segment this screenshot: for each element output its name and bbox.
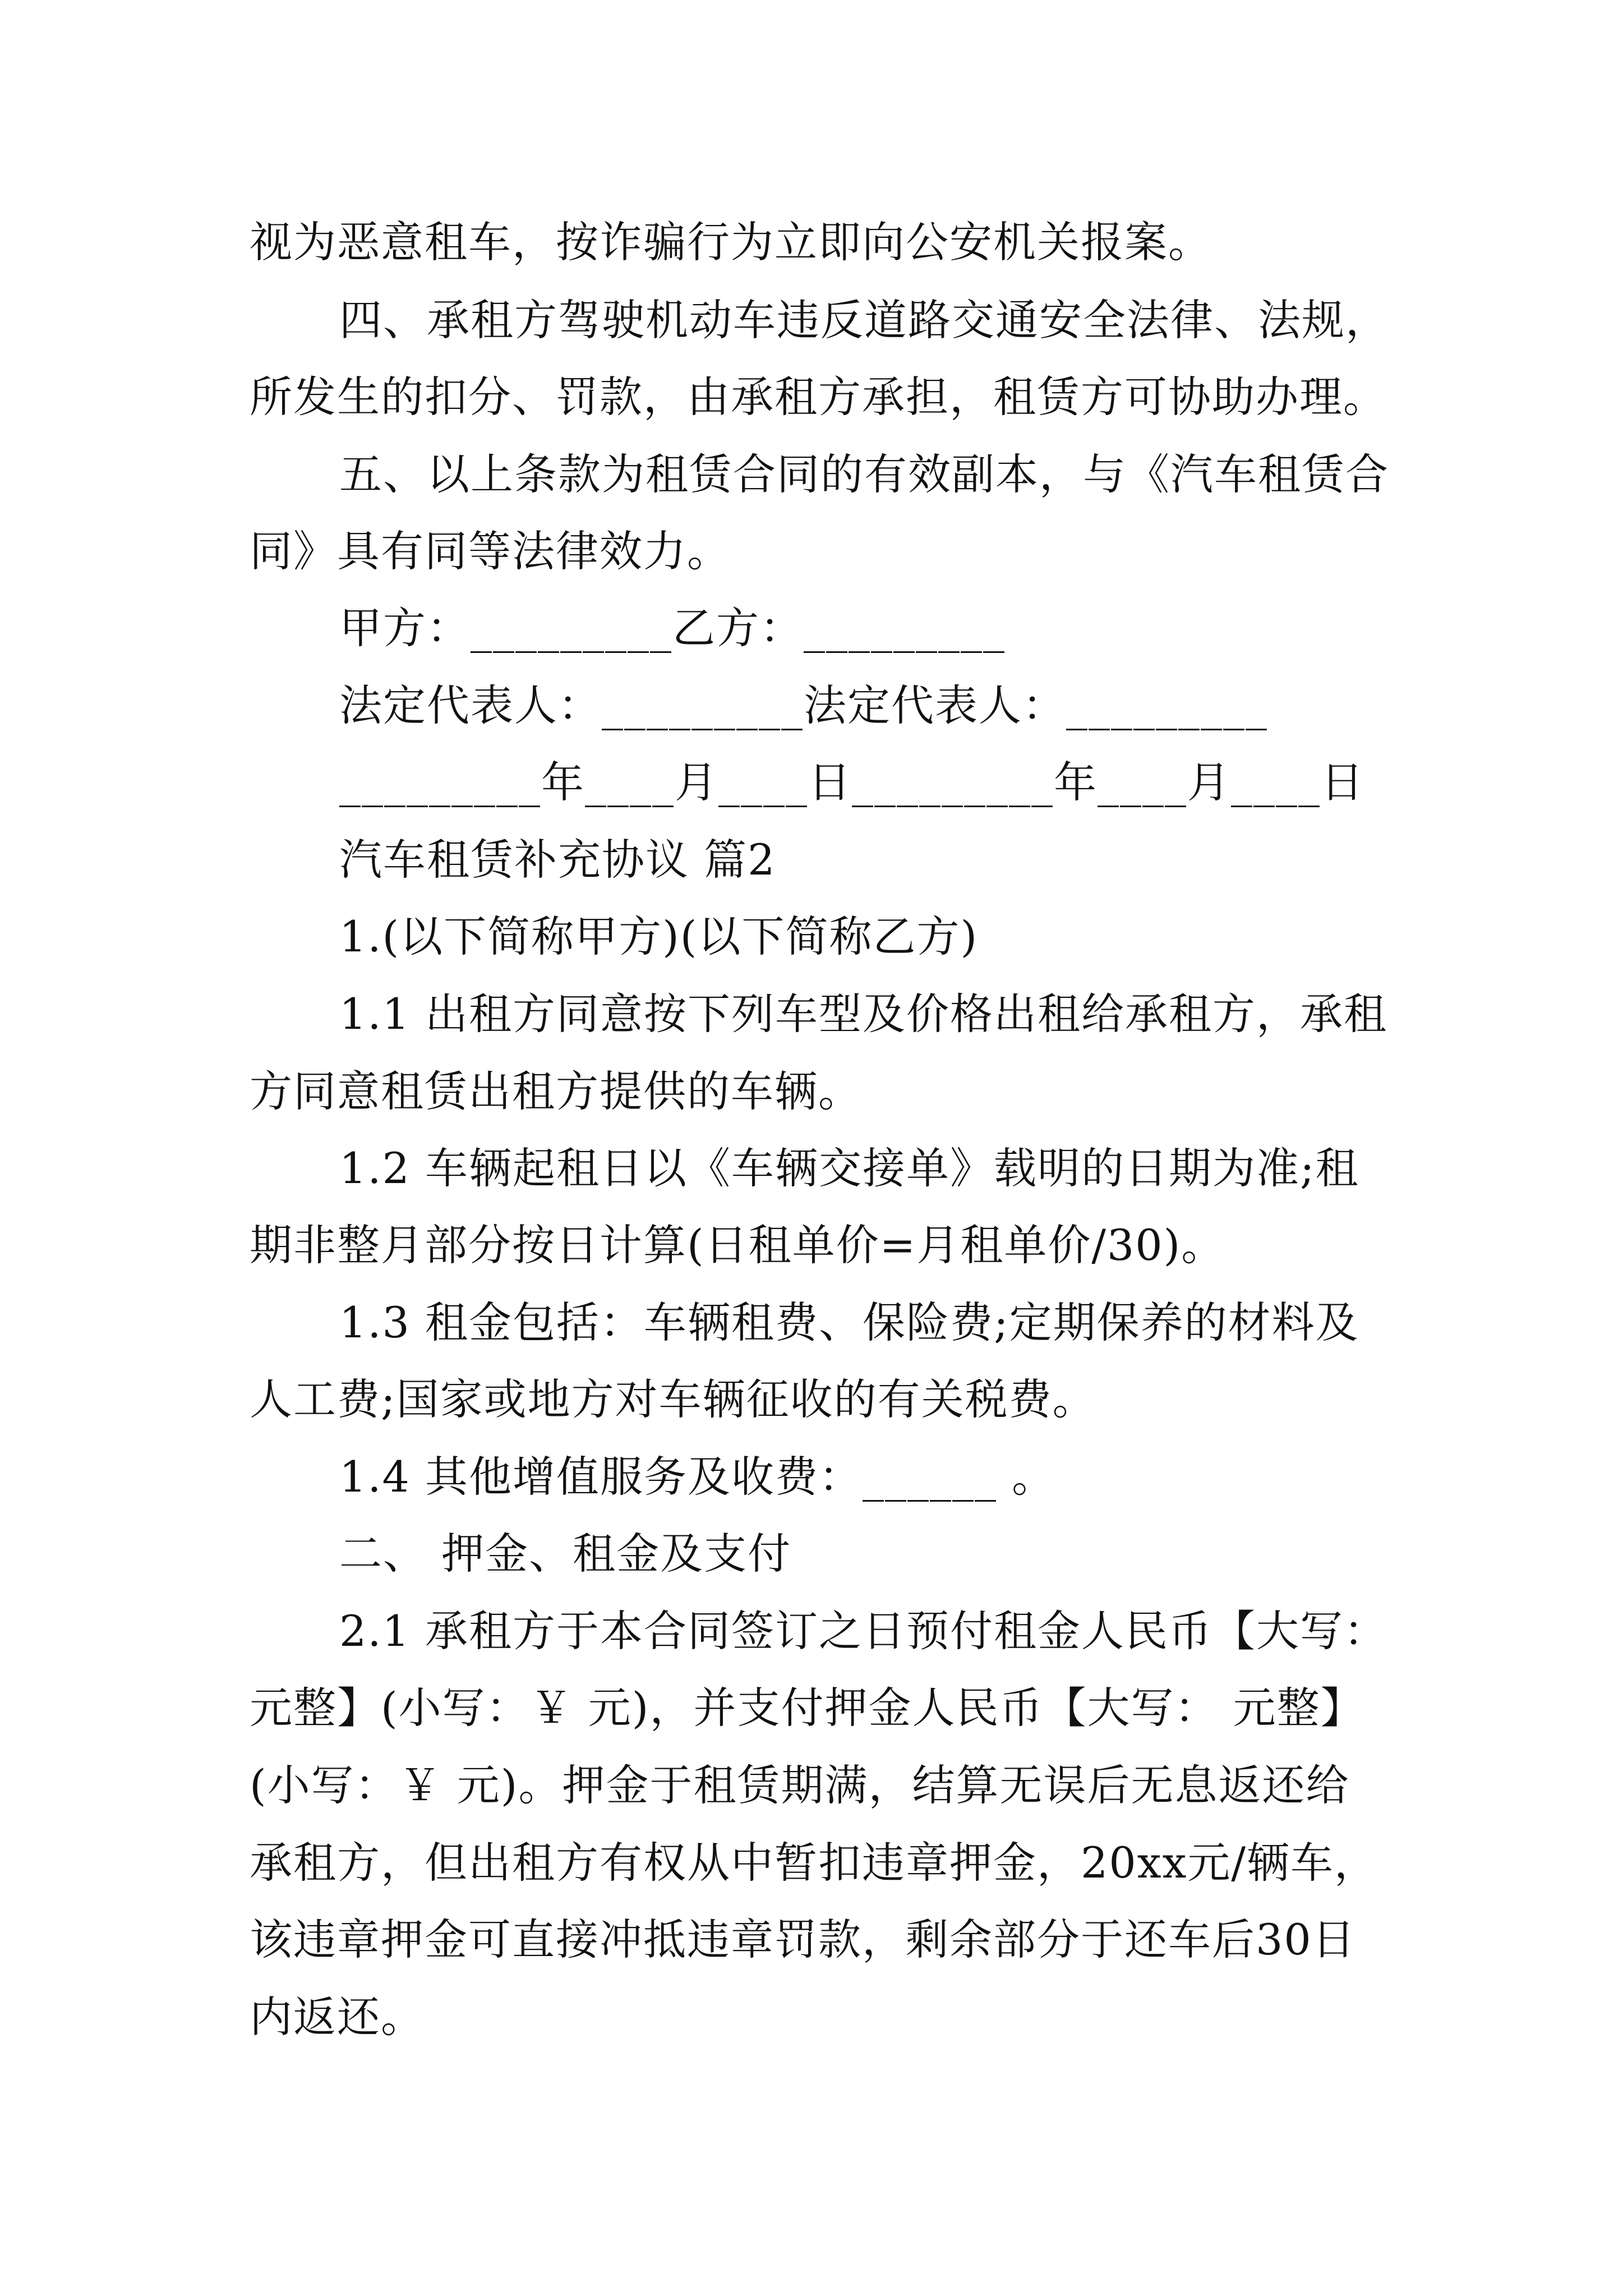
party-definition-line: 1.(以下简称甲方)(以下简称乙方) (339, 912, 979, 961)
legal-representative-line: 法定代表人：_________法定代表人：_________ (339, 680, 1268, 730)
clause-1-2-line-2: 期非整月部分按日计算(日租单价=月租单价/30)。 (250, 1220, 1225, 1270)
clause-1-4-line: 1.4 其他增值服务及收费：______ 。 (339, 1452, 1056, 1502)
clause-1-3-line-2: 人工费;国家或地方对车辆征收的有关税费。 (250, 1374, 1096, 1424)
clause-1-1-line-1: 1.1 出租方同意按下列车型及价格出租给承租方，承租 (339, 989, 1388, 1039)
clause-2-1-line-3: (小写：￥ 元)。押金于租赁期满，结算无误后无息返还给 (250, 1760, 1350, 1810)
clause-2-1-line-4: 承租方，但出租方有权从中暂扣违章押金，20xx元/辆车， (250, 1838, 1378, 1888)
section-heading: 汽车租赁补充协议 篇2 (339, 835, 776, 885)
clause-2-1-line-1: 2.1 承租方于本合同签订之日预付租金人民币【大写： (339, 1606, 1388, 1656)
clause-2-1-line-2: 元整】(小写：￥ 元)，并支付押金人民币【大写： 元整】 (250, 1683, 1364, 1733)
clause-1-1-line-2: 方同意租赁出租方提供的车辆。 (250, 1066, 862, 1116)
section-two-heading: 二、 押金、租金及支付 (339, 1529, 792, 1579)
clause-five-line-2: 同》具有同等法律效力。 (250, 526, 731, 576)
clause-four-line-1: 四、承租方驾驶机动车违反道路交通安全法律、法规， (339, 295, 1389, 345)
date-line: _________年____月____日_________年____月____日 (339, 757, 1364, 807)
clause-1-2-line-1: 1.2 车辆起租日以《车辆交接单》载明的日期为准;租 (339, 1143, 1359, 1193)
clause-four-line-2: 所发生的扣分、罚款，由承租方承担，租赁方可协助办理。 (250, 372, 1387, 422)
body-line-1: 视为恶意租车，按诈骗行为立即向公安机关报案。 (250, 217, 1212, 267)
clause-1-3-line-1: 1.3 租金包括：车辆租费、保险费;定期保养的材料及 (339, 1297, 1359, 1347)
party-signature-line: 甲方：_________乙方：_________ (339, 603, 1006, 653)
clause-2-1-line-5: 该违章押金可直接冲抵违章罚款，剩余部分于还车后30日 (250, 1915, 1356, 1964)
clause-2-1-line-6: 内返还。 (250, 1992, 425, 2042)
clause-five-line-1: 五、以上条款为租赁合同的有效副本，与《汽车租赁合 (339, 449, 1389, 499)
